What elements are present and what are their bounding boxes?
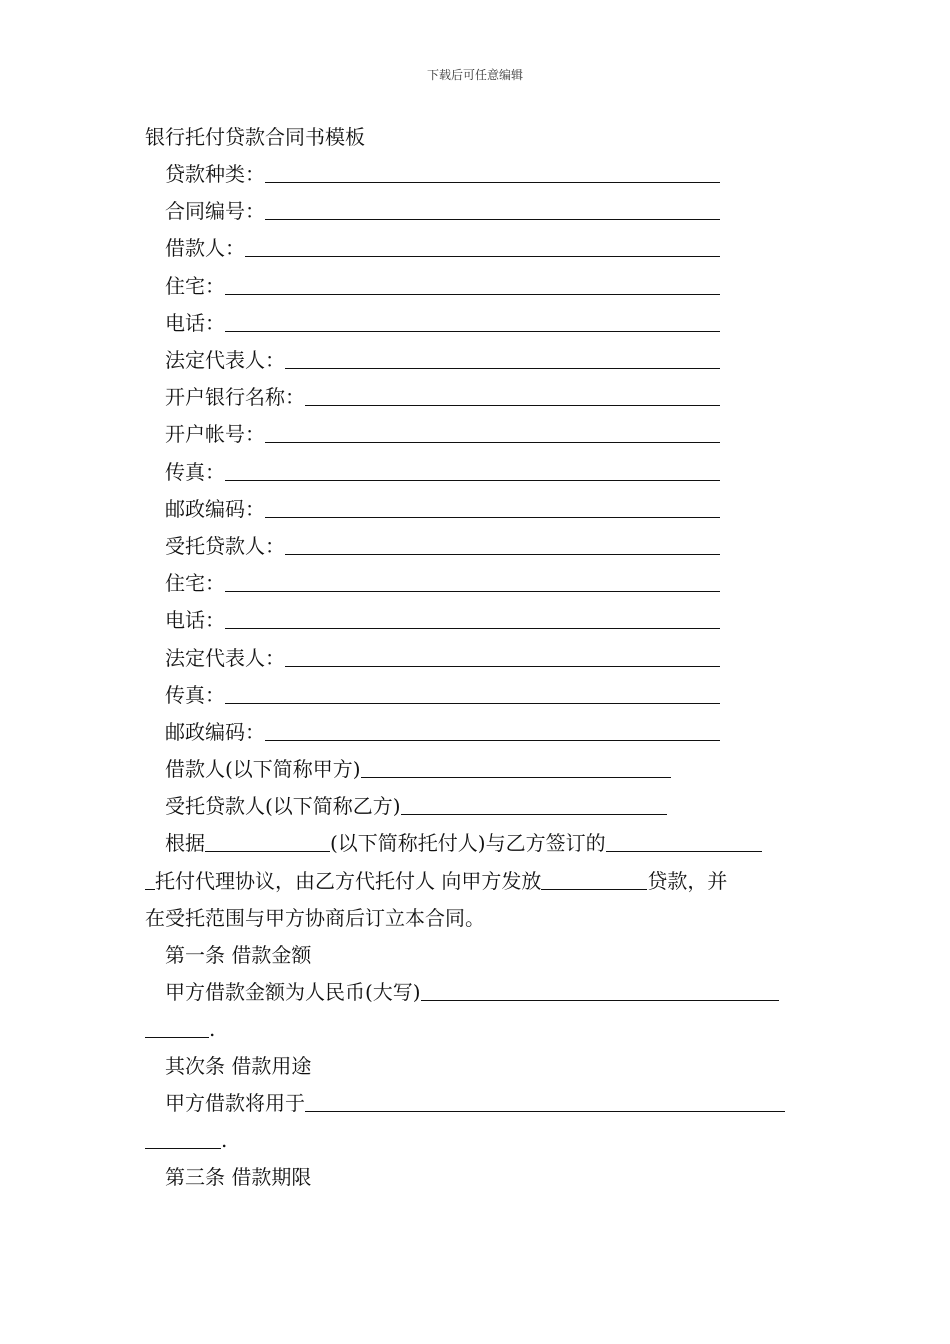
page-header: 下载后可任意编辑 — [426, 68, 523, 82]
field-row — [165, 645, 720, 671]
field-blank[interactable] — [305, 385, 720, 406]
field-blank[interactable] — [265, 720, 720, 741]
field-label: 受托贷款人： — [165, 534, 285, 558]
field-label: 借款人： — [165, 236, 245, 260]
field-row — [165, 682, 720, 708]
article-2-line-2 — [145, 1127, 227, 1153]
purpose-blank-cont[interactable] — [145, 1128, 221, 1149]
party-b-blank[interactable] — [401, 794, 667, 815]
field-label: 住宅： — [165, 571, 225, 595]
field-label: 住宅： — [165, 274, 225, 298]
basis-text-2: (以下简称托付人)与乙方签订的 — [330, 831, 606, 855]
party-a-label: 借款人(以下简称甲方) — [165, 757, 361, 781]
field-row — [165, 607, 720, 633]
field-label: 邮政编码： — [165, 497, 265, 521]
principal-blank[interactable] — [205, 831, 330, 852]
party-a-line — [165, 756, 671, 782]
field-row — [165, 310, 720, 336]
basis-line-1 — [165, 830, 762, 856]
field-blank[interactable] — [285, 534, 720, 555]
party-b-label: 受托贷款人(以下简称乙方) — [165, 794, 401, 818]
amount-blank-cont[interactable] — [145, 1017, 209, 1038]
field-row — [165, 235, 720, 261]
field-row — [165, 459, 720, 485]
field-label: 法定代表人： — [165, 348, 285, 372]
basis-line-3: 在受托范围与甲方协商后订立本合同。 — [145, 906, 485, 930]
field-blank[interactable] — [225, 311, 720, 332]
field-row — [165, 570, 720, 596]
purpose-blank[interactable] — [305, 1091, 785, 1112]
basis-text-3: 托付代理协议，由乙方代托付人 向甲方发放 — [155, 869, 542, 893]
article-1-title: 第一条 借款金额 — [165, 943, 312, 967]
field-blank[interactable] — [225, 460, 720, 481]
article-2-line — [165, 1090, 785, 1116]
basis-line-2 — [145, 868, 727, 894]
field-blank[interactable] — [225, 608, 720, 629]
field-row — [165, 719, 720, 745]
field-row — [165, 161, 720, 187]
field-label: 贷款种类： — [165, 162, 265, 186]
agreement-blank-cont[interactable] — [145, 869, 155, 890]
field-row — [165, 347, 720, 373]
field-label: 开户银行名称： — [165, 385, 305, 409]
field-label: 开户帐号： — [165, 422, 265, 446]
agreement-blank[interactable] — [606, 831, 762, 852]
field-row — [165, 496, 720, 522]
field-blank[interactable] — [285, 646, 720, 667]
article-1-text: 甲方借款金额为人民币(大写) — [165, 980, 421, 1004]
field-label: 法定代表人： — [165, 646, 285, 670]
field-blank[interactable] — [265, 162, 720, 183]
field-blank[interactable] — [265, 497, 720, 518]
field-label: 传真： — [165, 683, 225, 707]
field-row — [165, 533, 720, 559]
field-label: 电话： — [165, 608, 225, 632]
field-label: 电话： — [165, 311, 225, 335]
basis-text-1: 根据 — [165, 831, 205, 855]
party-b-line — [165, 793, 667, 819]
article-2-period: . — [221, 1128, 228, 1152]
party-a-blank[interactable] — [361, 757, 671, 778]
field-label: 合同编号： — [165, 199, 265, 223]
field-row — [165, 198, 720, 224]
document-title: 银行托付贷款合同书模板 — [145, 125, 365, 149]
field-blank[interactable] — [225, 683, 720, 704]
field-blank[interactable] — [265, 199, 720, 220]
field-blank[interactable] — [245, 236, 720, 257]
field-blank[interactable] — [285, 348, 720, 369]
field-blank[interactable] — [225, 274, 720, 295]
article-2-text: 甲方借款将用于 — [165, 1091, 305, 1115]
field-label: 传真： — [165, 460, 225, 484]
article-1-line-2 — [145, 1016, 215, 1042]
basis-text-4: 贷款，并 — [647, 869, 728, 893]
article-3-title: 第三条 借款期限 — [165, 1165, 312, 1189]
amount-blank[interactable] — [421, 980, 779, 1001]
article-1-period: . — [209, 1017, 216, 1041]
article-2-title: 其次条 借款用途 — [165, 1054, 312, 1078]
field-label: 邮政编码： — [165, 720, 265, 744]
field-row — [165, 384, 720, 410]
field-blank[interactable] — [265, 422, 720, 443]
field-row — [165, 421, 720, 447]
field-blank[interactable] — [225, 571, 720, 592]
loan-type-blank[interactable] — [541, 869, 647, 890]
article-1-line — [165, 979, 779, 1005]
field-row — [165, 273, 720, 299]
